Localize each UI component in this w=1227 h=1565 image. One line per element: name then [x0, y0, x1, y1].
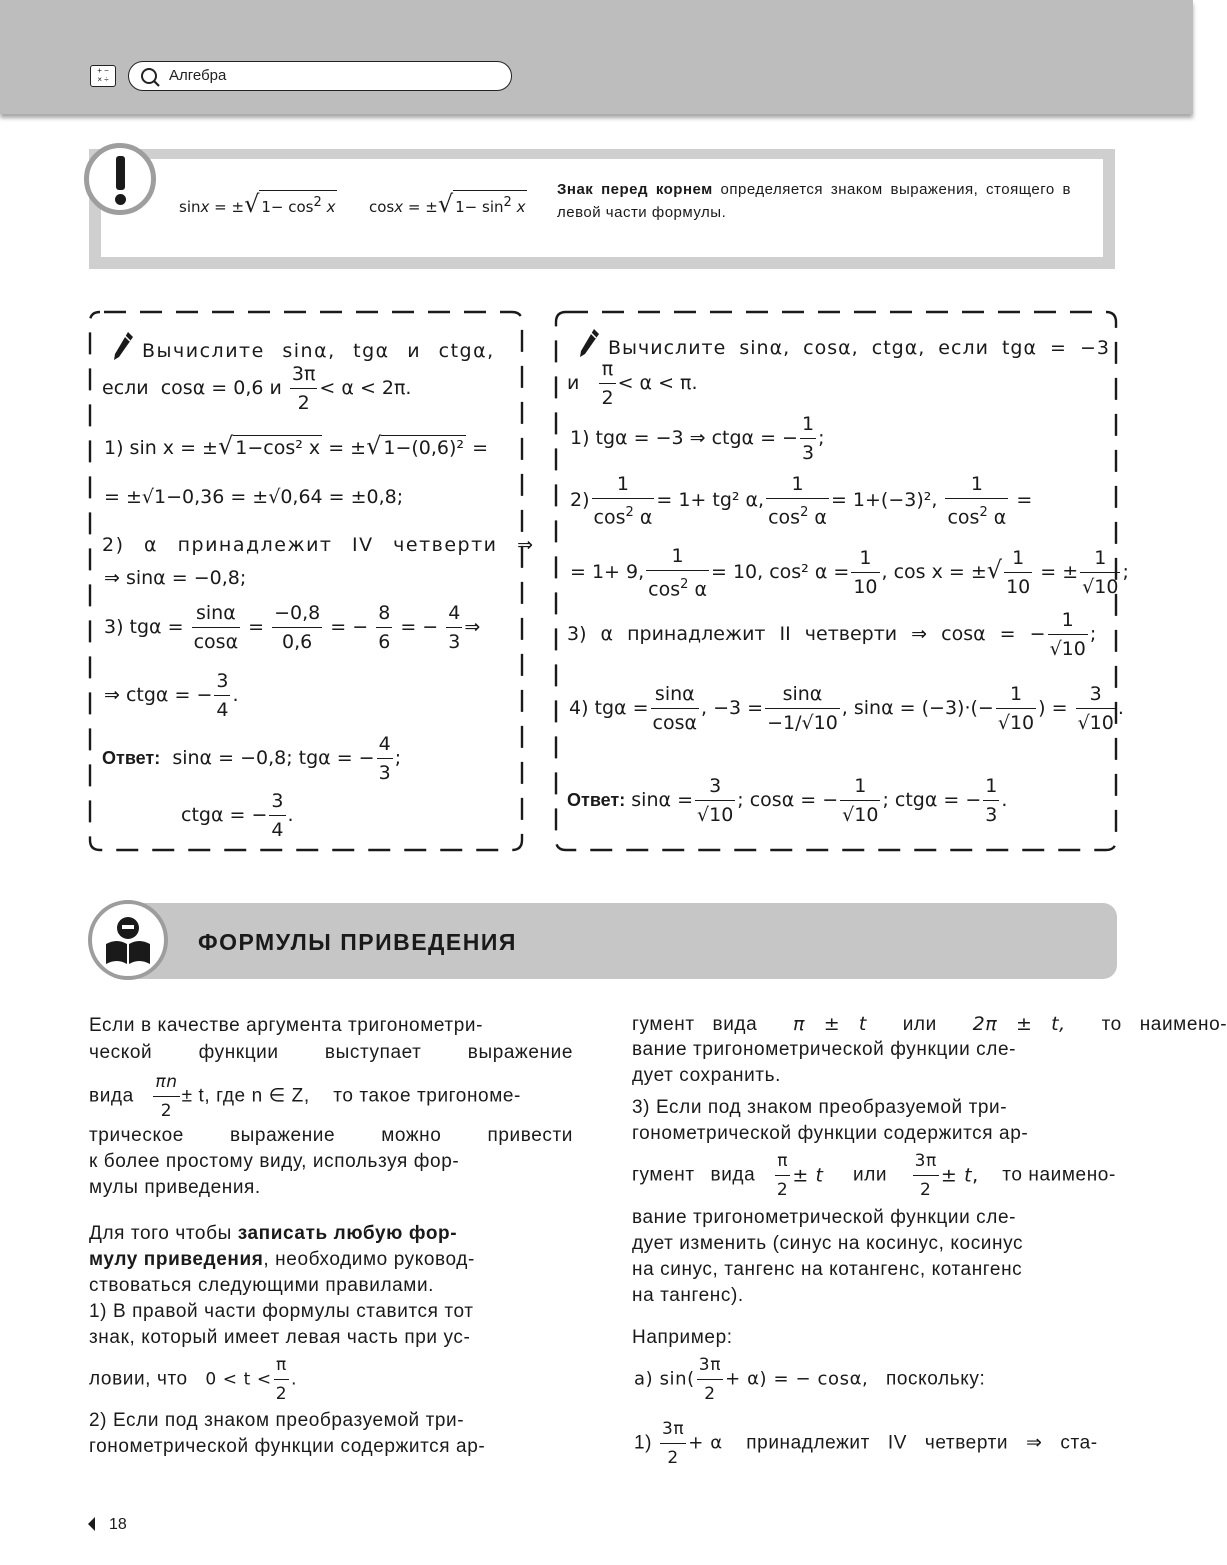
page-number: 18 — [88, 1516, 127, 1534]
left-p1-l2: ческой функции выступает выражение — [89, 1042, 573, 1063]
search-text: Алгебра — [169, 67, 227, 84]
section-title: ФОРМУЛЫ ПРИВЕДЕНИЯ — [198, 929, 517, 955]
left-p1-l1: Если в качестве аргумента тригонометри- — [89, 1015, 484, 1036]
example2-condition: и $\frac{\pi}{2}$ < α < π. — [567, 355, 698, 412]
left-p1-l3: вида $\frac{\pi n}{2}$ ± t, где n ∈ Z, то такое тригономе- — [89, 1068, 521, 1125]
example1-step3: 3) tgα = $\frac{\sin\alpha}{\cos\alpha}$ = $\frac{-0,8}{0,6}$ = − $\frac{8}{6}$ = − $\frac{4}{3}$ ⇒ — [104, 599, 480, 656]
note-formula-sin: sinx = ±√ $1- \cos^2 x$ — [179, 190, 336, 218]
left-r1-l3: ловии, что 0 < t < $\frac{\pi}{2}$ . — [89, 1351, 297, 1408]
example1-step3b: ⇒ ctgα = − $\frac{3}{4}$ . — [104, 667, 239, 724]
reader-icon — [88, 900, 168, 980]
example1-answer: Ответ: sinα = −0,8; tgα = − $\frac{4}{3}$ ; — [102, 730, 401, 787]
example2-step2: 2) $\frac{1}{\cos^2 \alpha}$ = 1+ tg² α, $\frac{1}{\cos^2 \alpha}$ = 1+(−3)², $\frac{1}{\cos^2 \alpha}$ = — [570, 470, 1032, 531]
book-reader-icon — [92, 904, 164, 976]
example1-step1-line2: = ±√1−0,36 = ±√0,64 = ±0,8; — [104, 486, 404, 508]
right-r3-l4: вание тригонометрической функции сле- — [632, 1207, 1017, 1228]
example1-answer-b: ctgα = − $\frac{3}{4}$ . — [181, 787, 294, 844]
right-r3-l1: 3) Если под знаком преобразуемой три- — [632, 1097, 1008, 1118]
right-l3: дует сохранить. — [632, 1065, 781, 1086]
example2-step4: 4) tgα = $\frac{\sin\alpha}{\cos\alpha}$ , −3 = $\frac{\sin\alpha}{-1/√10}$ , sinα = (−3)·(− $\frac{1}{√10}$ ) = $\frac{3}{√10}$ . — [569, 680, 1124, 737]
example2-answer: Ответ: sinα = $\frac{3}{√10}$ ; cosα = − $\frac{1}{√10}$ ; ctgα = − $\frac{1}{3}$ . — [567, 772, 1007, 829]
left-r1-l2: знак, который имеет левая часть при ус- — [89, 1327, 471, 1348]
example2-task: Вычислите sinα, cosα, ctgα, если tgα = −3 — [578, 328, 1110, 359]
right-example-a: а) sin( $\frac{3\pi}{2}$ + α) = − cosα, поскольку: — [634, 1351, 985, 1408]
left-p1-l5: к более простому виду, используя фор- — [89, 1151, 460, 1172]
example1-step1: 1) sin x = ±√ 1−cos² x = ±√ 1−(0,6)² = — [104, 432, 489, 460]
left-r2-l2: гонометрической функции содержится ар- — [89, 1436, 486, 1457]
pen-icon — [112, 331, 134, 361]
right-r3-l7: на тангенс). — [632, 1285, 744, 1306]
note-text: Знак перед корнем определяется знаком выражения, стоящего в левой части формулы. — [557, 181, 1071, 221]
right-example-label: Например: — [632, 1327, 733, 1348]
left-p1-l4: трическое выражение можно привести — [89, 1125, 573, 1146]
left-r1-l1: 1) В правой части формулы ставится тот — [89, 1301, 474, 1322]
right-l1: гумент вида π ± t или 2π ± t, то наимено- — [632, 1013, 1227, 1035]
calculator-icon[interactable]: + − × ÷ — [90, 65, 116, 87]
example2-step2-line2: = 1+ 9, $\frac{1}{\cos^2 \alpha}$ = 10, cos² α = $\frac{1}{10}$ , cos x = ±√ $\frac{1}{10}$ = ± $\frac{1}{√10}$ ; — [570, 542, 1129, 603]
right-r3-l2: гонометрической функции содержится ар- — [632, 1123, 1029, 1144]
pen-icon — [578, 328, 600, 358]
right-example-1: 1) $\frac{3\pi}{2}$ + α принадлежит IV четверти ⇒ ста- — [634, 1415, 1098, 1472]
example2-step3: 3) α принадлежит II четверти ⇒ cosα = − $\frac{1}{√10}$ ; — [567, 606, 1096, 663]
example1-condition: если cosα = 0,6 и $\frac{3\pi}{2}$ < α < 2π. — [102, 360, 411, 417]
right-r3-l6: на синус, тангенс на котангенс, котангенс — [632, 1259, 1023, 1280]
left-p1-l6: мулы приведения. — [89, 1177, 261, 1198]
example1-step2b: ⇒ sinα = −0,8; — [104, 567, 247, 589]
right-r3-l5: дует изменить (синус на косинус, косинус — [632, 1233, 1024, 1254]
left-r2-l1: 2) Если под знаком преобразуемой три- — [89, 1410, 465, 1431]
note-formula-cos: cosx = ±√ $1- \sin^2 x$ — [369, 190, 526, 218]
example1-step2: 2) α принадлежит IV четверти ⇒ — [102, 534, 535, 556]
left-p2: Для того чтобы записать любую фор- мулу приведения, необходимо руковод- ствоваться следующими правилами. — [89, 1223, 475, 1296]
example1-task: Вычислите sinα, tgα и ctgα, — [112, 331, 495, 362]
right-r3-l3: гумент вида $\frac{\pi}{2}$ ± t или $\frac{3\pi}{2}$ ± t, то наимено- — [632, 1147, 1116, 1204]
right-l2: вание тригонометрической функции сле- — [632, 1039, 1017, 1060]
example2-step1: 1) tgα = −3 ⇒ ctgα = − $\frac{1}{3}$ ; — [570, 410, 824, 467]
